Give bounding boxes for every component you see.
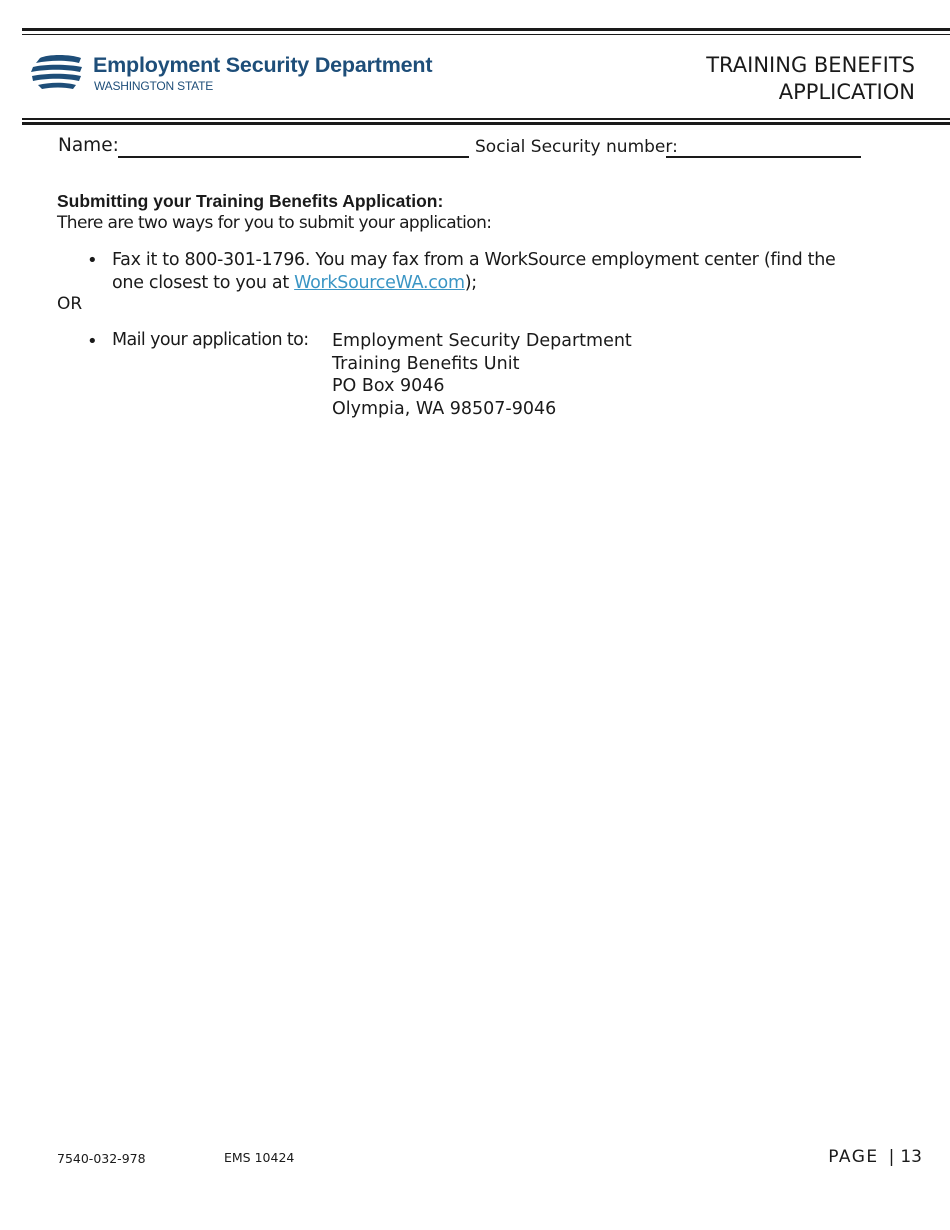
address-line: Training Benefits Unit xyxy=(332,353,520,374)
form-number: 7540-032-978 xyxy=(57,1151,146,1166)
address-line: Employment Security Department xyxy=(332,331,632,351)
name-field[interactable] xyxy=(118,156,469,158)
intro-text: There are two ways for you to submit your application: xyxy=(57,213,492,233)
name-label: Name: xyxy=(58,135,119,156)
header-top-rule-thick xyxy=(22,28,950,31)
bullet-icon: • xyxy=(87,250,98,271)
worksource-link[interactable]: WorkSourceWA.com xyxy=(294,273,465,293)
page-number-value: 13 xyxy=(900,1147,922,1167)
org-subtitle: WASHINGTON STATE xyxy=(94,79,214,93)
document-title xyxy=(706,52,915,106)
bullet-icon: • xyxy=(87,331,98,352)
ssn-field[interactable] xyxy=(666,156,861,158)
section-heading: Submitting your Training Benefits Application: xyxy=(57,191,444,211)
mail-label: Mail your application to: xyxy=(112,330,309,350)
page-label: PAGE xyxy=(828,1147,879,1167)
fax-text-after: ); xyxy=(464,273,477,293)
page-separator: | xyxy=(888,1147,895,1167)
esd-logo-icon xyxy=(30,54,84,92)
fax-instructions xyxy=(112,249,852,295)
ssn-label: Social Security number: xyxy=(475,137,678,157)
org-name: Employment Security Department xyxy=(93,53,433,77)
header-bottom-rule-thick xyxy=(22,122,950,125)
ems-number: EMS 10424 xyxy=(224,1150,295,1165)
or-separator: OR xyxy=(57,294,83,314)
header-top-rule-thin xyxy=(22,34,950,35)
address-line: PO Box 9046 xyxy=(332,376,445,396)
fax-text-before: Fax it to 800-301-1796. You may fax from a WorkSource employment center (find the one closest to you at xyxy=(112,250,836,293)
header-bottom-rule-thin xyxy=(22,118,950,120)
address-line: Olympia, WA 98507-9046 xyxy=(332,398,557,419)
mailing-address xyxy=(332,330,632,420)
document-title-line-1: TRAINING BENEFITS xyxy=(706,53,915,77)
document-title-line-2: APPLICATION xyxy=(778,80,915,104)
page-number xyxy=(828,1147,922,1167)
